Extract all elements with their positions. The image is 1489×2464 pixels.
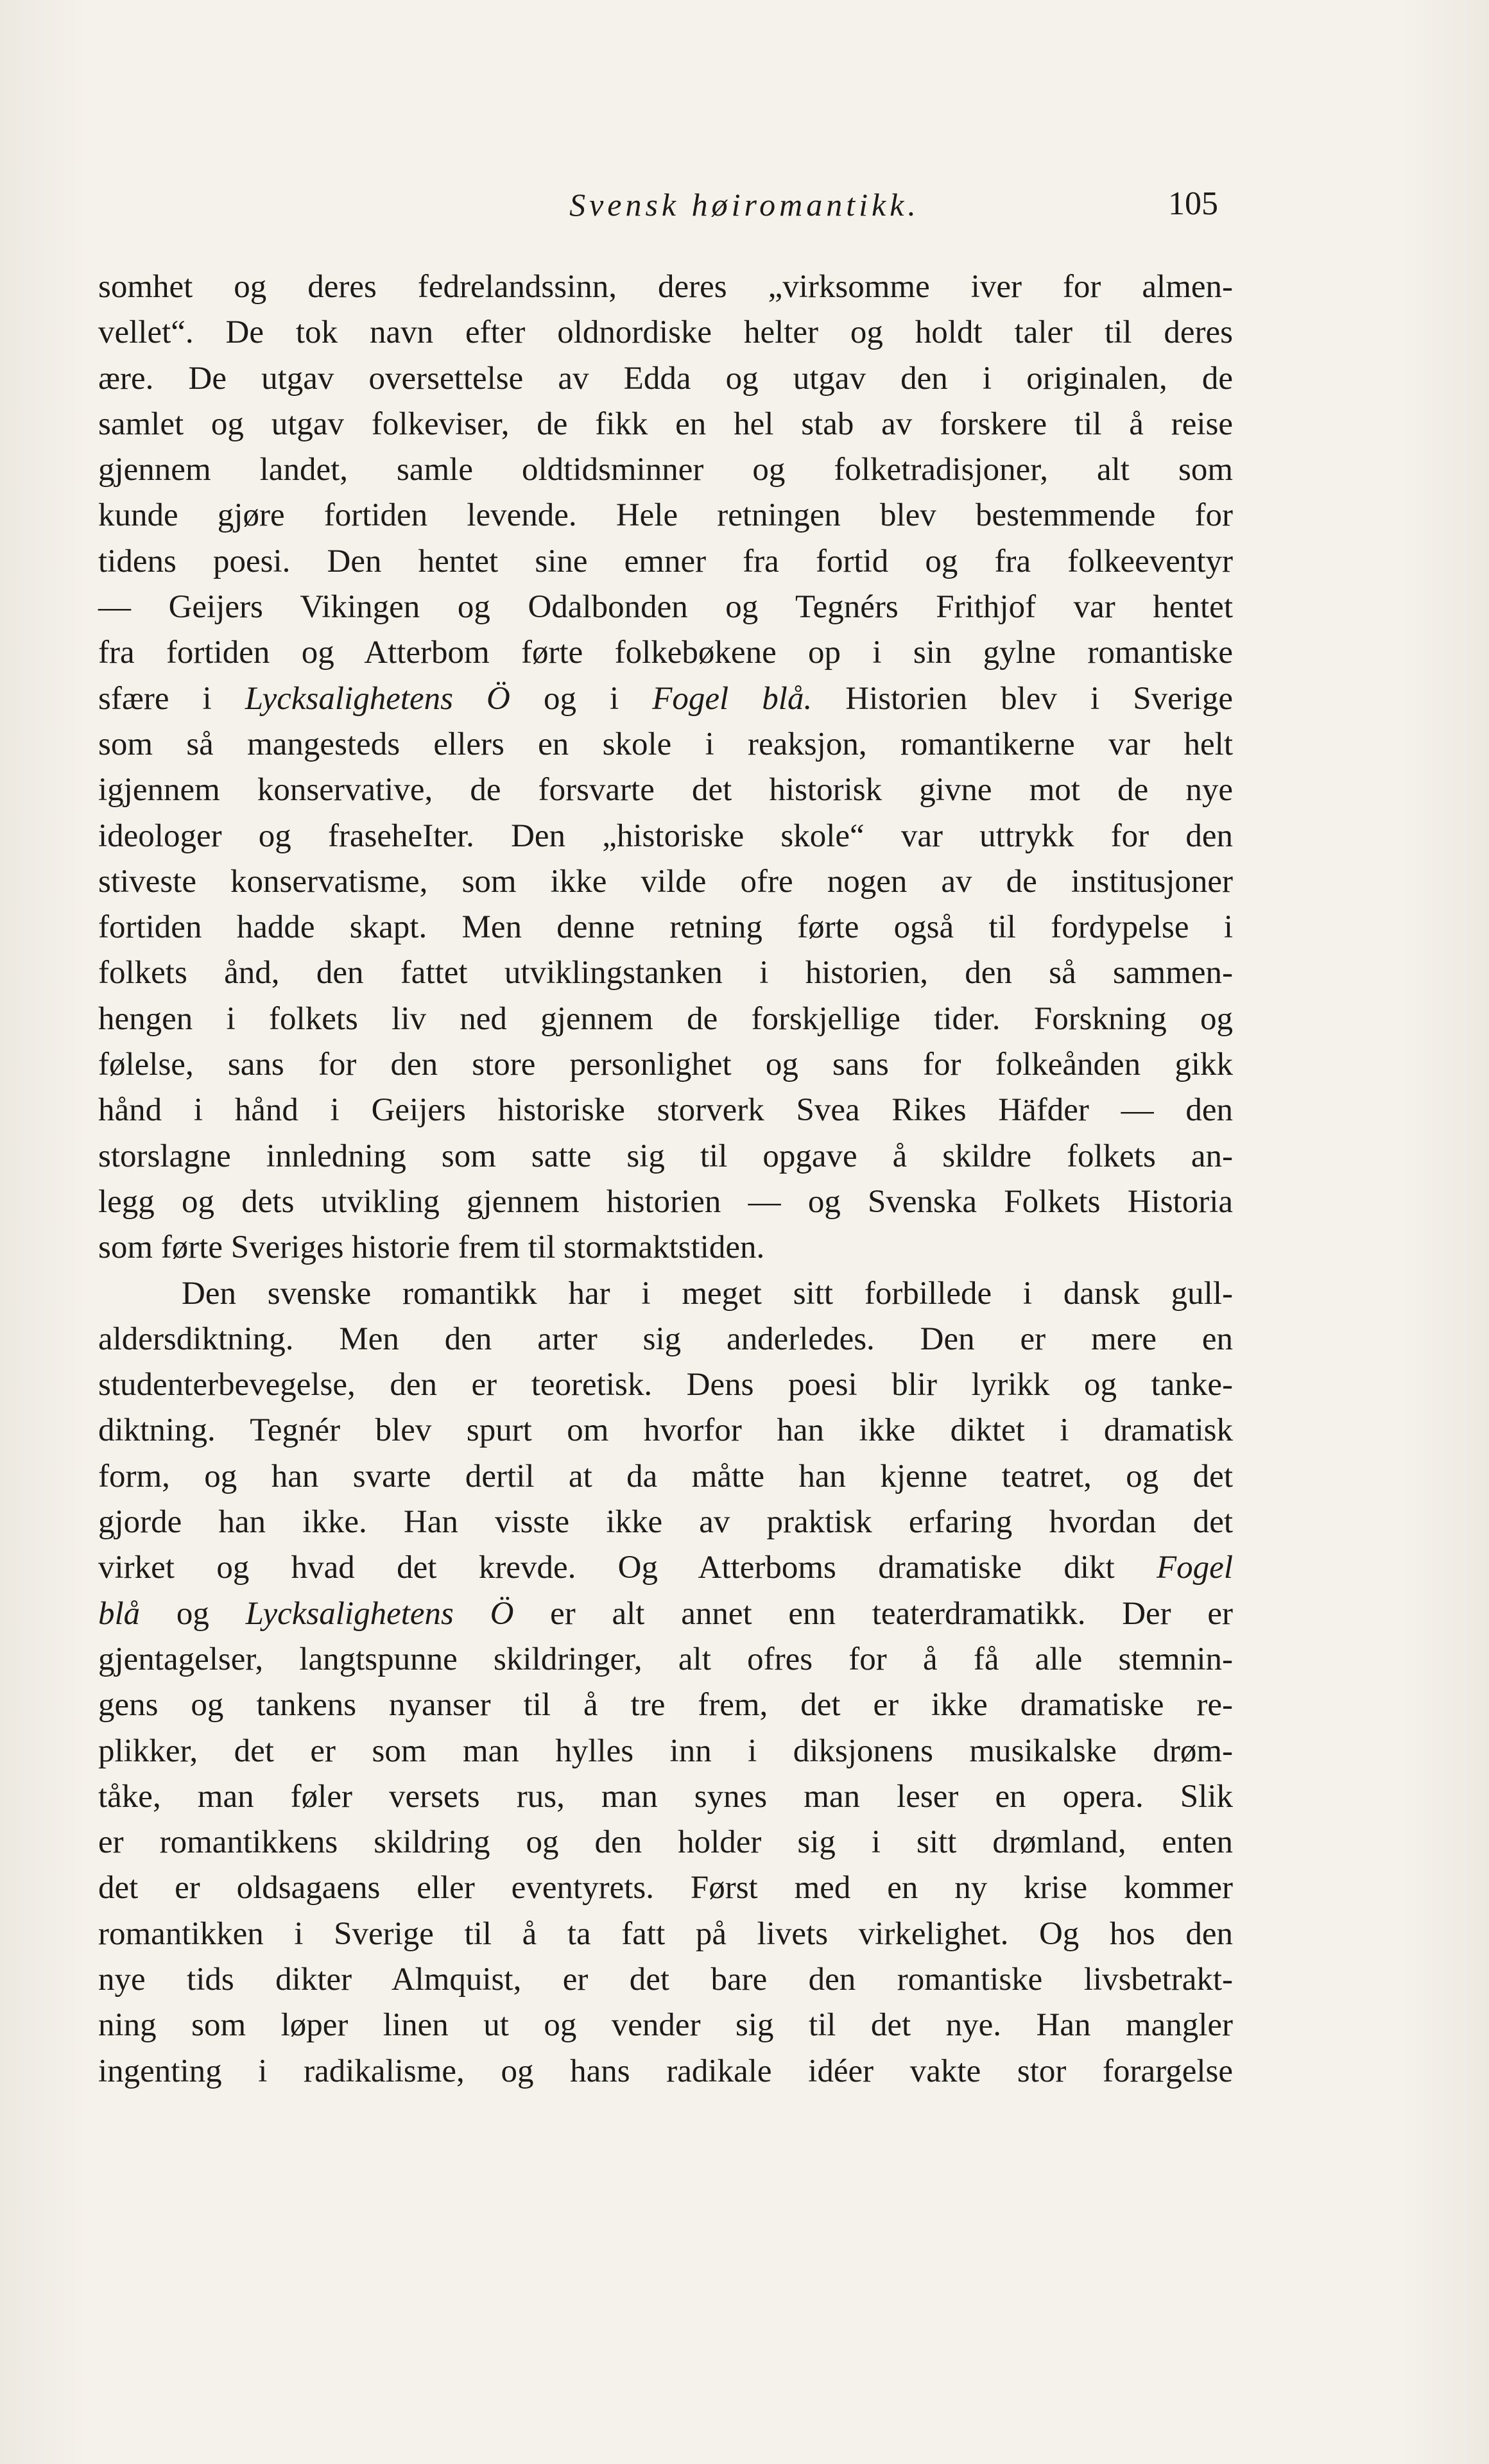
text-line-3: ære. De utgav oversettelse av Edda og utgav den i originalen, de	[98, 360, 1233, 397]
text-line-7: tidens poesi. Den hentet sine emner fra fortid og fra folkeeventyr	[98, 543, 1233, 579]
text-line-16: folkets ånd, den fattet utviklingstanken i historien, den så sammen-	[98, 955, 1233, 991]
text-line-13: ideologer og fraseheIter. Den „historiske skole“ var uttrykk for den	[98, 817, 1233, 854]
text-line-24: aldersdiktning. Men den arter sig anderledes. Den er mere en	[98, 1321, 1233, 1357]
text-line-22: som førte Sveriges historie frem til stormaktstiden.	[98, 1229, 765, 1266]
italic-title: Fogel blå.	[652, 680, 813, 717]
text-line-5: gjennem landet, samle oldtidsminner og folketradisjoner, alt som	[98, 452, 1233, 488]
text-line-36: det er oldsagaens eller eventyrets. Først med en ny krise kommer	[98, 1870, 1233, 1906]
text-line-31: gjentagelser, langtspunne skildringer, alt ofres for å få alle stemnin-	[98, 1641, 1233, 1677]
text-line-33: plikker, det er som man hylles inn i diksjonens musikalske drøm-	[98, 1733, 1233, 1769]
text-line-38: nye tids dikter Almquist, er det bare den romantiske livsbetrakt-	[98, 1961, 1233, 1998]
text-line-19: hånd i hånd i Geijers historiske storverk Svea Rikes Häfder — den	[98, 1092, 1233, 1129]
text-line-39: ning som løper linen ut og vender sig til det nye. Han mangler	[98, 2007, 1233, 2044]
text-line-26: diktning. Tegnér blev spurt om hvorfor han ikke diktet i dramatisk	[98, 1412, 1233, 1449]
text-line-17: hengen i folkets liv ned gjennem de forskjellige tider. Forskning og	[98, 1000, 1233, 1037]
page-number: 105	[1168, 185, 1218, 222]
text-line-29: virket og hvad det krevde. Og Atterboms dramatiske dikt Fogel	[98, 1550, 1233, 1586]
text-line-23: Den svenske romantikk har i meget sitt forbillede i dansk gull-	[182, 1275, 1233, 1312]
text-line-28: gjorde han ikke. Han visste ikke av praktisk erfaring hvordan det	[98, 1504, 1233, 1541]
text-line-40: ingenting i radikalisme, og hans radikale idéer vakte stor forargelse	[98, 2053, 1233, 2089]
text-line-18: følelse, sans for den store personlighet og sans for folkeånden gikk	[98, 1047, 1233, 1083]
text-line-20: storslagne innledning som satte sig til opgave å skildre folkets an-	[98, 1138, 1233, 1174]
text-line-21: legg og dets utvikling gjennem historien — og Svenska Folkets Historia	[98, 1183, 1233, 1220]
text-line-15: fortiden hadde skapt. Men denne retning førte også til fordypelse i	[98, 909, 1233, 946]
text-line-35: er romantikkens skildring og den holder sig i sitt drømland, enten	[98, 1824, 1233, 1861]
text-line-2: vellet“. De tok navn efter oldnordiske helter og holdt taler til deres	[98, 314, 1233, 351]
text-line-37: romantikken i Sverige til å ta fatt på livets virkelighet. Og hos den	[98, 1915, 1233, 1952]
text-line-14: stiveste konservatisme, som ikke vilde ofre nogen av de institusjoner	[98, 863, 1233, 900]
italic-title: Lycksalighetens Ö	[245, 680, 510, 717]
italic-title: blå	[98, 1595, 141, 1632]
text-line-25: studenterbevegelse, den er teoretisk. Dens poesi blir lyrikk og tanke-	[98, 1367, 1233, 1403]
text-line-8: — Geijers Vikingen og Odalbonden og Tegnérs Frithjof var hentet	[98, 589, 1233, 626]
text-line-4: samlet og utgav folkeviser, de fikk en hel stab av forskere til å reise	[98, 406, 1233, 442]
text-line-27: form, og han svarte dertil at da måtte han kjenne teatret, og det	[98, 1458, 1233, 1494]
text-line-10: sfære i Lycksalighetens Ö og i Fogel blå. Historien blev i Sverige	[98, 680, 1234, 717]
text-line-1: somhet og deres fedrelandssinn, deres „virksomme iver for almen-	[98, 269, 1233, 305]
text-line-32: gens og tankens nyanser til å tre frem, det er ikke dramatiske re-	[98, 1687, 1233, 1724]
text-line-11: som så mangesteds ellers en skole i reaksjon, romantikerne var helt	[98, 726, 1233, 762]
text-line-12: igjennem konservative, de forsvarte det historisk givne mot de nye	[98, 772, 1233, 809]
text-line-6: kunde gjøre fortiden levende. Hele retningen blev bestemmende for	[98, 497, 1233, 534]
italic-title: Fogel	[1157, 1550, 1233, 1586]
text-line-9: fra fortiden og Atterbom førte folkebøkene op i sin gylne romantiske	[98, 635, 1233, 671]
italic-title: Lycksalighetens Ö	[245, 1595, 514, 1632]
text-line-34: tåke, man føler versets rus, man synes man leser en opera. Slik	[98, 1778, 1233, 1815]
running-title: Svensk høiromantikk.	[569, 187, 920, 223]
text-line-30: blå og Lycksalighetens Ö er alt annet enn teaterdramatikk. Der er	[98, 1595, 1233, 1632]
body-text	[98, 264, 1233, 2094]
